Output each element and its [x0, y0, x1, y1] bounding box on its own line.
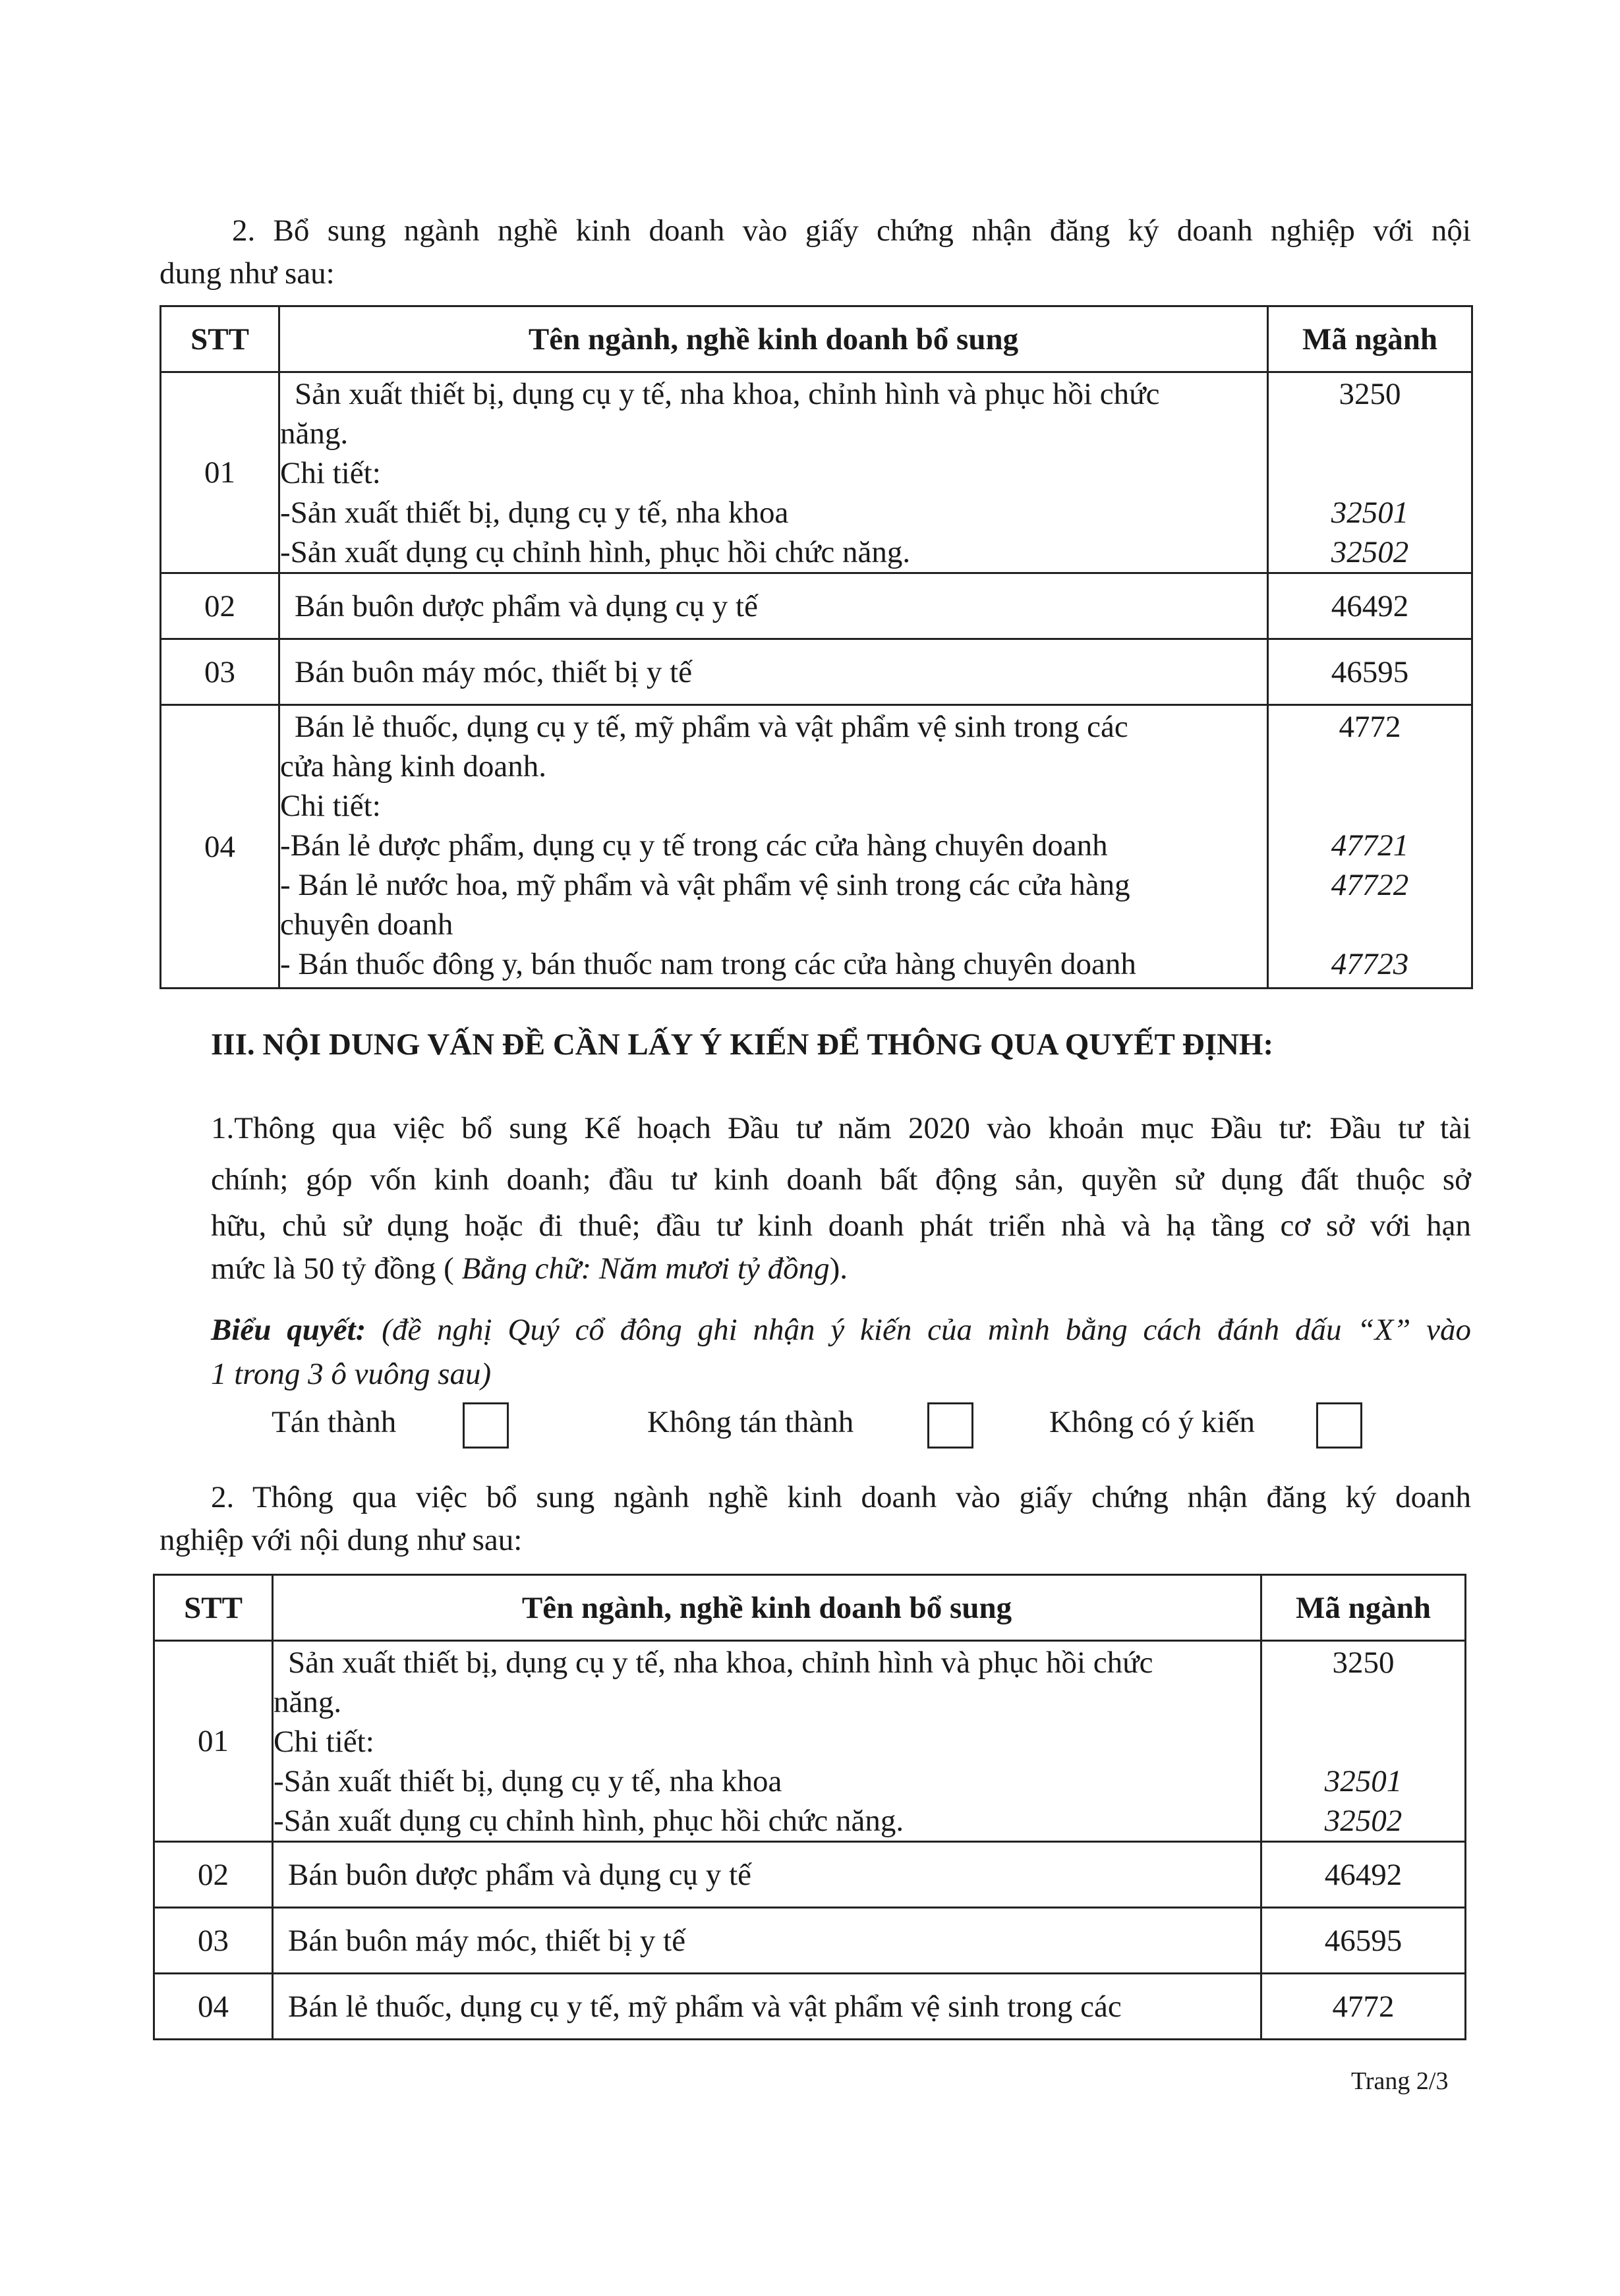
business-name-line: Bán buôn dược phẩm và dụng cụ y tế — [288, 1857, 751, 1892]
table-row — [161, 639, 1472, 705]
business-code-line: 46492 — [1331, 588, 1409, 623]
item1-amount-text: mức là 50 tỷ đồng ( — [211, 1251, 462, 1286]
row-stt: 01 — [154, 1641, 273, 1842]
business-name-line: - Bán lẻ nước hoa, mỹ phẩm và vật phẩm vệ sinh trong các cửa hàng — [280, 868, 1130, 902]
row-business-name — [273, 1842, 1261, 1908]
business-name-line: -Bán lẻ dược phẩm, dụng cụ y tế trong các cửa hàng chuyên doanh — [280, 828, 1108, 863]
item2-line2: nghiệp với nội dung như sau: — [159, 1523, 523, 1557]
row-business-name — [279, 639, 1268, 705]
option-approve-checkbox[interactable] — [463, 1402, 509, 1449]
business-name-line: Bán lẻ thuốc, dụng cụ y tế, mỹ phẩm và vật phẩm vệ sinh trong các — [288, 1989, 1122, 2024]
business-name-line: Chi tiết: — [280, 456, 381, 490]
business-code-line: 32501 — [1324, 1764, 1403, 1798]
table-row — [154, 1908, 1466, 1974]
business-code-line: 47721 — [1331, 828, 1409, 863]
option-approve-label: Tán thành — [272, 1405, 397, 1439]
business-name-line: -Sản xuất thiết bị, dụng cụ y tế, nha khoa — [280, 496, 789, 530]
item1-line3: hữu, chủ sử dụng hoặc đi thuê; đầu tư kinh doanh phát triển nhà và hạ tầng cơ sở với hạn — [211, 1209, 1471, 1243]
item1-amount-in-words: Bằng chữ: Năm mươi tỷ đồng — [461, 1251, 830, 1286]
business-code-line: 47722 — [1331, 868, 1409, 902]
row-stt: 03 — [161, 639, 279, 705]
business-name-line: Bán buôn máy móc, thiết bị y tế — [295, 654, 693, 689]
page-number: Trang 2/3 — [1351, 2067, 1449, 2095]
business-code-line — [1269, 905, 1471, 944]
row-stt: 02 — [154, 1842, 273, 1908]
business-lines-table-1 — [159, 305, 1473, 989]
table-row — [154, 1641, 1466, 1842]
business-code-line: 47723 — [1331, 947, 1409, 981]
item1-line2: chính; góp vốn kinh doanh; đầu tư kinh doanh bất động sản, quyền sử dụng đất thuộc sở — [211, 1162, 1471, 1197]
business-name-line: Bán buôn máy móc, thiết bị y tế — [288, 1923, 686, 1958]
row-stt: 03 — [154, 1908, 273, 1974]
row-business-code — [1261, 1641, 1466, 1842]
vote-instruction-line1 — [211, 1310, 1471, 1350]
row-business-name — [279, 705, 1268, 989]
business-name-line: Sản xuất thiết bị, dụng cụ y tế, nha khoa, chỉnh hình và phục hồi chức — [295, 377, 1160, 411]
business-name-line: -Sản xuất dụng cụ chỉnh hình, phục hồi chức năng. — [280, 535, 911, 569]
option-no-opinion-label: Không có ý kiến — [1049, 1405, 1255, 1439]
item1-amount-close: ). — [829, 1251, 848, 1286]
business-code-line: 46492 — [1324, 1857, 1403, 1892]
table-row — [161, 372, 1472, 573]
business-lines-table-2 — [153, 1574, 1466, 2040]
row-business-code — [1261, 1974, 1466, 2040]
item1-line1: 1.Thông qua việc bổ sung Kế hoạch Đầu tư năm 2020 vào khoản mục Đầu tư: Đầu tư tài — [211, 1111, 1471, 1145]
vote-label: Biểu quyết: — [211, 1313, 366, 1347]
section-a-intro-line2: dung như sau: — [159, 256, 335, 291]
business-name-line: -Sản xuất dụng cụ chỉnh hình, phục hồi chức năng. — [274, 1804, 904, 1838]
business-name-line: năng. — [274, 1685, 342, 1719]
table-row — [161, 573, 1472, 639]
business-code-line: 46595 — [1324, 1923, 1403, 1958]
col-header-stt: STT — [154, 1575, 273, 1641]
col-header-stt: STT — [161, 306, 279, 372]
option-no-opinion-checkbox[interactable] — [1316, 1402, 1362, 1449]
business-code-line: 3250 — [1332, 1646, 1395, 1680]
option-disapprove-label: Không tán thành — [647, 1405, 854, 1439]
row-stt: 04 — [161, 705, 279, 989]
business-name-line: - Bán thuốc đông y, bán thuốc nam trong các cửa hàng chuyên doanh — [280, 947, 1136, 981]
business-name-line: Chi tiết: — [274, 1725, 374, 1759]
business-code-line: 4772 — [1339, 710, 1401, 744]
row-business-name — [273, 1974, 1261, 2040]
business-code-line: 3250 — [1339, 377, 1401, 411]
row-business-name — [273, 1641, 1261, 1842]
business-code-line — [1262, 1722, 1464, 1762]
col-header-code: Mã ngành — [1268, 306, 1472, 372]
business-code-line — [1269, 453, 1471, 493]
row-stt: 01 — [161, 372, 279, 573]
col-header-name: Tên ngành, nghề kinh doanh bổ sung — [279, 306, 1268, 372]
business-code-line — [1269, 786, 1471, 826]
business-code-line: 4772 — [1332, 1989, 1395, 2024]
item1-line4 — [211, 1248, 848, 1290]
business-code-line: 32501 — [1331, 496, 1409, 530]
row-business-code — [1268, 573, 1472, 639]
business-name-line: Sản xuất thiết bị, dụng cụ y tế, nha khoa, chỉnh hình và phục hồi chức — [288, 1646, 1153, 1680]
business-code-line — [1269, 747, 1471, 786]
vote-instruction-line2: 1 trong 3 ô vuông sau) — [211, 1357, 492, 1391]
business-code-line: 46595 — [1331, 654, 1409, 689]
business-name-line: năng. — [280, 416, 349, 451]
row-business-code — [1261, 1908, 1466, 1974]
section-iii-heading: III. NỘI DUNG VẤN ĐỀ CẦN LẤY Ý KIẾN ĐỂ THÔNG QUA QUYẾT ĐỊNH: — [211, 1027, 1274, 1062]
business-name-line: chuyên doanh — [280, 907, 453, 942]
row-business-name — [273, 1908, 1261, 1974]
business-code-line: 32502 — [1324, 1804, 1403, 1838]
row-stt: 04 — [154, 1974, 273, 2040]
business-name-line: -Sản xuất thiết bị, dụng cụ y tế, nha khoa — [274, 1764, 782, 1798]
business-code-line: 32502 — [1331, 535, 1409, 569]
option-disapprove-checkbox[interactable] — [927, 1402, 973, 1449]
col-header-name: Tên ngành, nghề kinh doanh bổ sung — [273, 1575, 1261, 1641]
vote-note: (đề nghị Quý cổ đông ghi nhận ý kiến của mình bằng cách đánh dấu “X” vào — [366, 1313, 1471, 1347]
row-business-code — [1261, 1842, 1466, 1908]
table-row — [154, 1842, 1466, 1908]
table-row — [154, 1974, 1466, 2040]
row-business-name — [279, 372, 1268, 573]
section-a-intro-line1: 2. Bổ sung ngành nghề kinh doanh vào giấy chứng nhận đăng ký doanh nghiệp với nội — [232, 214, 1471, 248]
business-code-line — [1262, 1682, 1464, 1722]
row-stt: 02 — [161, 573, 279, 639]
row-business-name — [279, 573, 1268, 639]
business-name-line: Bán buôn dược phẩm và dụng cụ y tế — [295, 588, 758, 623]
item2-line1: 2. Thông qua việc bổ sung ngành nghề kinh doanh vào giấy chứng nhận đăng ký doanh — [211, 1480, 1471, 1514]
row-business-code — [1268, 639, 1472, 705]
business-name-line: Bán lẻ thuốc, dụng cụ y tế, mỹ phẩm và vật phẩm vệ sinh trong các — [295, 710, 1128, 744]
row-business-code — [1268, 705, 1472, 989]
col-header-code: Mã ngành — [1261, 1575, 1466, 1641]
business-name-line: cửa hàng kinh doanh. — [280, 749, 546, 784]
row-business-code — [1268, 372, 1472, 573]
table-row — [161, 705, 1472, 989]
business-code-line — [1269, 414, 1471, 453]
business-name-line: Chi tiết: — [280, 789, 381, 823]
